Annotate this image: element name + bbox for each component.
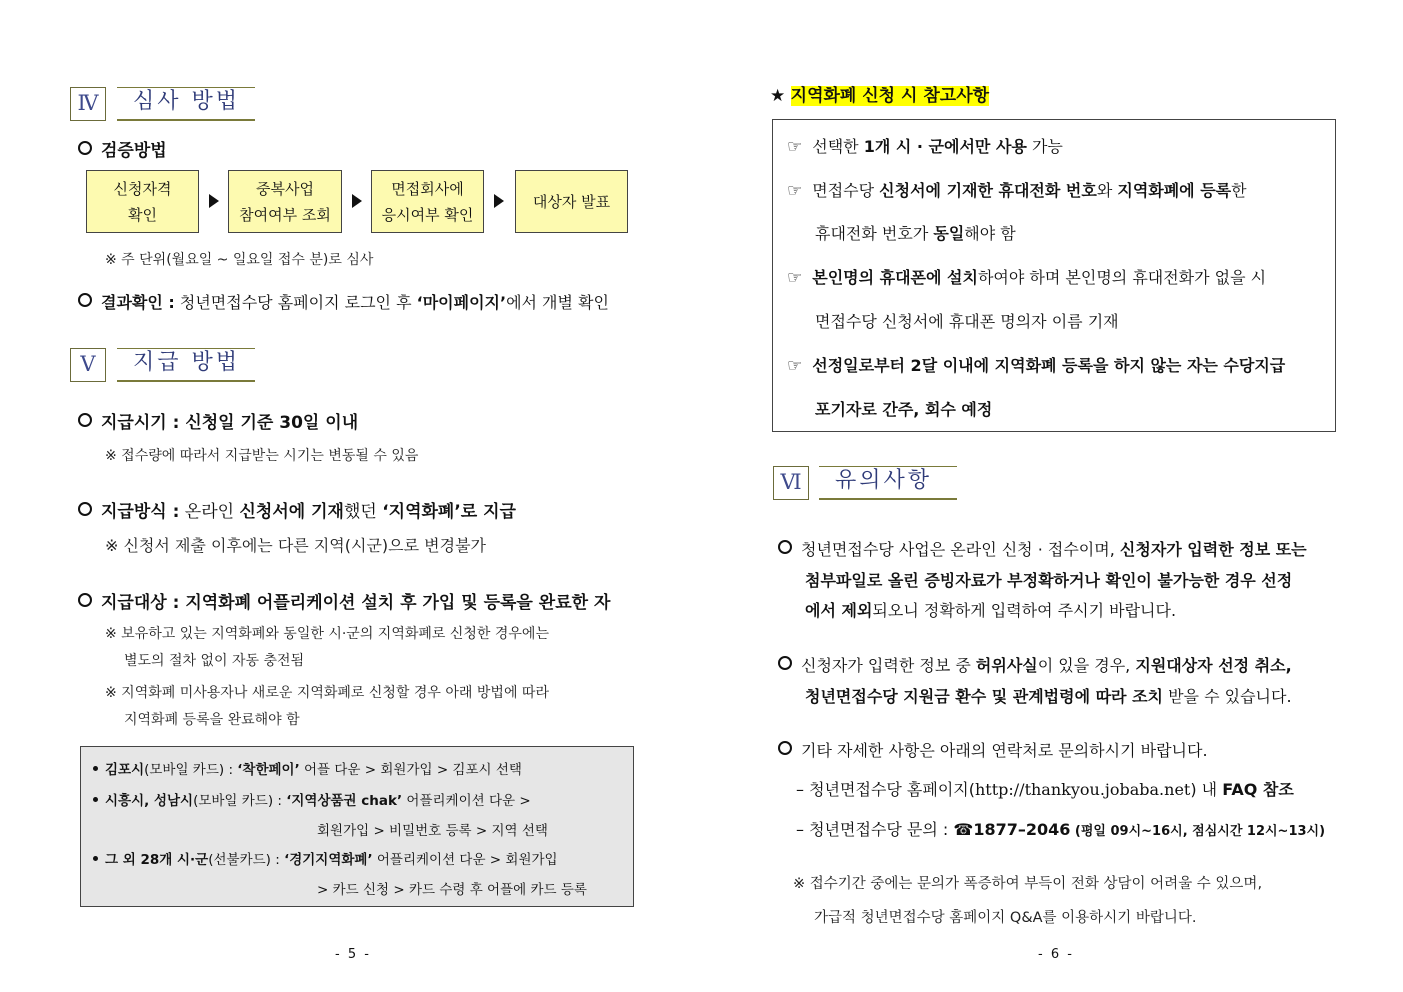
guide-others-city: 그 외 28개 시·군 bbox=[105, 852, 209, 868]
faq-reference: FAQ 참조 bbox=[1222, 780, 1294, 799]
flow-step-1-line1: 신청자격 bbox=[113, 179, 172, 198]
flow-step-2-line2: 참여여부 조회 bbox=[239, 205, 331, 224]
result-label: 결과확인 : bbox=[101, 293, 175, 312]
ref-item-4-cont bbox=[815, 397, 992, 420]
ring-bullet-icon bbox=[78, 413, 92, 427]
flow-step-2-line1: 중복사업 bbox=[256, 179, 314, 198]
ring-bullet-icon bbox=[78, 502, 92, 516]
notice-2-bold-1: 허위사실 bbox=[975, 656, 1038, 675]
ref-1-end: 가능 bbox=[1026, 137, 1063, 156]
result-text-end: 에서 개별 확인 bbox=[506, 293, 609, 312]
ref-title-line bbox=[770, 81, 989, 106]
pointing-hand-icon: ☞ bbox=[787, 181, 803, 201]
ref-3-bold: 본인명의 휴대폰에 설치 bbox=[812, 268, 978, 287]
guide-siheung bbox=[93, 789, 531, 809]
ring-bullet-icon bbox=[78, 141, 92, 155]
guide-gimpo-card: (모바일 카드) : bbox=[144, 762, 238, 778]
contact-phone-label: – 청년면접수당 문의 : bbox=[796, 820, 954, 839]
ref-2-text: 면접수당 bbox=[812, 181, 880, 200]
pointing-hand-icon: ☞ bbox=[787, 268, 803, 288]
ref-item-3 bbox=[787, 265, 1266, 288]
method-bold-1: 신청서에 기재 bbox=[239, 502, 344, 522]
ring-bullet-icon bbox=[778, 540, 792, 554]
flow-step-3-line2: 응시여부 확인 bbox=[381, 205, 474, 224]
section-title-notes: 유의사항 bbox=[819, 466, 957, 500]
pointing-hand-icon: ☞ bbox=[787, 356, 803, 376]
page-number-left: - 5 - bbox=[335, 947, 371, 962]
homepage-url-link[interactable]: http://thankyou.jobaba.net bbox=[974, 780, 1191, 799]
phone-number: ☎1877–2046 bbox=[953, 820, 1071, 839]
flow-step-3 bbox=[371, 170, 484, 233]
contact-homepage bbox=[796, 777, 1294, 800]
timing-line bbox=[78, 408, 358, 433]
target-note-2a: ※ 지역화폐 미사용자나 새로운 지역화폐로 신청할 경우 아래 방법에 따라 bbox=[105, 685, 549, 701]
flow-step-1 bbox=[86, 170, 199, 233]
dot-bullet-icon bbox=[93, 856, 98, 861]
method-text: 온라인 bbox=[179, 502, 240, 522]
guide-others-card: (선불카드) : bbox=[208, 852, 285, 868]
ref-item-3-cont: 면접수당 신청서에 휴대폰 명의자 이름 기재 bbox=[815, 312, 1119, 331]
method-text-2: 했던 bbox=[343, 502, 383, 522]
timing-note: ※ 접수량에 따라서 지급받는 시기는 변동될 수 있음 bbox=[105, 448, 419, 464]
notice-1-end: 되오니 정확하게 입력하여 주시기 바랍니다. bbox=[872, 601, 1177, 620]
notice-1-bold: 신청자가 입력한 정보 또는 bbox=[1119, 540, 1307, 559]
contact-phone bbox=[796, 817, 1325, 840]
ref-item-4 bbox=[787, 353, 1285, 376]
ref-2-cont-bold: 동일 bbox=[933, 224, 965, 243]
star-icon: ★ bbox=[770, 86, 786, 106]
ref-2-end: 한 bbox=[1231, 181, 1247, 200]
ref-4-bold: 선정일로부터 2달 이내에 지역화폐 등록을 하지 않는 자는 수당지급 bbox=[812, 356, 1286, 375]
flow-step-4 bbox=[515, 170, 628, 233]
flow-step-4-line1: 대상자 발표 bbox=[532, 192, 611, 211]
notice-2-text-2: 이 있을 경우, bbox=[1037, 656, 1136, 675]
notice-2-end: 받을 수 있습니다. bbox=[1163, 687, 1292, 706]
flow-step-2 bbox=[228, 170, 342, 233]
guide-others-cont: > 카드 신청 > 카드 수령 후 어플에 카드 등록 bbox=[317, 882, 587, 898]
arrow-right-icon bbox=[494, 194, 504, 208]
timing-label: 지급시기 : 신청일 기준 30일 이내 bbox=[101, 413, 359, 433]
guide-siheung-steps: 어플리케이션 다운 > bbox=[402, 793, 531, 809]
phone-hours: (평일 09시~16시, 점심시간 12시~13시) bbox=[1070, 824, 1326, 839]
page-number-right: - 6 - bbox=[1038, 947, 1074, 962]
guide-others bbox=[93, 848, 558, 868]
ref-item-1 bbox=[787, 134, 1063, 157]
ref-item-2-cont bbox=[815, 221, 1016, 244]
notice-2-line-2 bbox=[805, 684, 1292, 707]
notice-2-text: 신청자가 입력한 정보 중 bbox=[801, 656, 976, 675]
ring-bullet-icon bbox=[778, 656, 792, 670]
flow-step-3-line1: 면접회사에 bbox=[391, 179, 464, 198]
guide-siheung-app: ‘지역상품권 chak’ bbox=[286, 793, 403, 809]
flow-step-1-line2: 확인 bbox=[128, 205, 157, 224]
ref-item-2 bbox=[787, 178, 1247, 201]
guide-others-steps: 어플리케이션 다운 > 회원가입 bbox=[372, 852, 558, 868]
notice-1-bold-3: 에서 제외 bbox=[805, 601, 873, 620]
ref-2-bold-2: 지역화폐에 등록 bbox=[1117, 181, 1232, 200]
ref-1-bold: 1개 시 · 군에서만 사용 bbox=[863, 137, 1027, 156]
mypage-text: ‘마이페이지’ bbox=[416, 293, 507, 312]
arrow-right-icon bbox=[352, 194, 362, 208]
ref-title: 지역화폐 신청 시 참고사항 bbox=[790, 86, 990, 106]
ref-2-bold-1: 신청서에 기재한 휴대전화 번호 bbox=[879, 181, 1097, 200]
ring-bullet-icon bbox=[78, 593, 92, 607]
notice-2-line-1 bbox=[778, 653, 1292, 676]
app-guide-box bbox=[80, 746, 634, 907]
method-line bbox=[78, 497, 516, 522]
notice-2-bold-3: 청년면접수당 지원금 환수 및 관계법령에 따라 조치 bbox=[805, 687, 1163, 706]
section-number-4: Ⅳ bbox=[70, 87, 106, 121]
result-text: 청년면접수당 홈페이지 로그인 후 bbox=[174, 293, 417, 312]
ref-2-cont-text: 휴대전화 번호가 bbox=[815, 224, 934, 243]
contact-note-1: ※ 접수기간 중에는 문의가 폭증하여 부득이 전화 상담이 어려울 수 있으며, bbox=[793, 876, 1263, 892]
guide-gimpo-app: ‘착한페이’ bbox=[237, 762, 300, 778]
ref-2-cont-end: 해야 함 bbox=[964, 224, 1016, 243]
contact-note-2: 가급적 청년면접수당 홈페이지 Q&A를 이용하시기 바랍니다. bbox=[814, 910, 1197, 926]
notice-3-line-1 bbox=[778, 738, 1208, 761]
notice-1-line-2 bbox=[805, 568, 1292, 591]
ref-1-text: 선택한 bbox=[812, 137, 864, 156]
arrow-right-icon bbox=[209, 194, 219, 208]
ref-3-text: 하여야 하며 본인명의 휴대전화가 없을 시 bbox=[977, 268, 1267, 287]
method-note: ※ 신청서 제출 이후에는 다른 지역(시군)으로 변경불가 bbox=[105, 536, 486, 555]
notice-1-line-3 bbox=[805, 598, 1176, 621]
section-number-6: Ⅵ bbox=[773, 466, 809, 500]
ring-bullet-icon bbox=[78, 293, 92, 307]
notice-3-text: 기타 자세한 사항은 아래의 연락처로 문의하시기 바랍니다. bbox=[801, 741, 1208, 760]
notice-1-line-1 bbox=[778, 537, 1307, 560]
notice-1-bold-2: 첨부파일로 올린 증빙자료가 부정확하거나 확인이 불가능한 경우 선정 bbox=[805, 571, 1293, 590]
guide-siheung-card: (모바일 카드) : bbox=[193, 793, 287, 809]
notice-2-bold-2: 지원대상자 선정 취소, bbox=[1135, 656, 1292, 675]
guide-siheung-city: 시흥시, 성남시 bbox=[105, 793, 194, 809]
ref-4-cont-bold: 포기자로 간주, 회수 예정 bbox=[815, 400, 993, 419]
contact-homepage-label: – 청년면접수당 홈페이지( bbox=[796, 780, 975, 799]
guide-gimpo-steps: 어플 다운 > 회원가입 > 김포시 선택 bbox=[299, 762, 522, 778]
target-note-2b: 지역화폐 등록을 완료해야 함 bbox=[124, 712, 300, 728]
ring-bullet-icon bbox=[778, 741, 792, 755]
target-note-1b: 별도의 절차 없이 자동 충전됨 bbox=[124, 653, 305, 669]
target-line bbox=[78, 588, 610, 613]
method-bold-2: ‘지역화폐’로 지급 bbox=[382, 502, 516, 522]
target-label: 지급대상 : 지역화폐 어플리케이션 설치 후 가입 및 등록을 완료한 자 bbox=[101, 593, 611, 613]
contact-homepage-mid: ) 내 bbox=[1190, 780, 1223, 799]
dot-bullet-icon bbox=[93, 766, 98, 771]
ref-2-text-2: 와 bbox=[1096, 181, 1118, 200]
guide-gimpo bbox=[93, 758, 522, 778]
target-note-1a: ※ 보유하고 있는 지역화폐와 동일한 시·군의 지역화폐로 신청한 경우에는 bbox=[105, 626, 549, 642]
section-title-payment: 지급 방법 bbox=[117, 348, 255, 382]
result-line bbox=[78, 290, 609, 313]
ref-box bbox=[772, 119, 1336, 432]
guide-gimpo-city: 김포시 bbox=[105, 762, 145, 778]
guide-others-app: ‘경기지역화폐’ bbox=[284, 852, 373, 868]
notice-1-text: 청년면접수당 사업은 온라인 신청 · 접수이며, bbox=[801, 540, 1120, 559]
method-label: 지급방식 : bbox=[101, 502, 180, 522]
section-title-screening: 심사 방법 bbox=[117, 87, 255, 121]
verify-label: 검증방법 bbox=[101, 141, 167, 161]
verify-note: ※ 주 단위(월요일 ~ 일요일 접수 분)로 심사 bbox=[105, 252, 374, 268]
dot-bullet-icon bbox=[93, 797, 98, 802]
pointing-hand-icon: ☞ bbox=[787, 137, 803, 157]
section-number-5: Ⅴ bbox=[70, 348, 106, 382]
verify-heading bbox=[78, 136, 167, 161]
guide-siheung-cont: 회원가입 > 비밀번호 등록 > 지역 선택 bbox=[317, 823, 548, 839]
